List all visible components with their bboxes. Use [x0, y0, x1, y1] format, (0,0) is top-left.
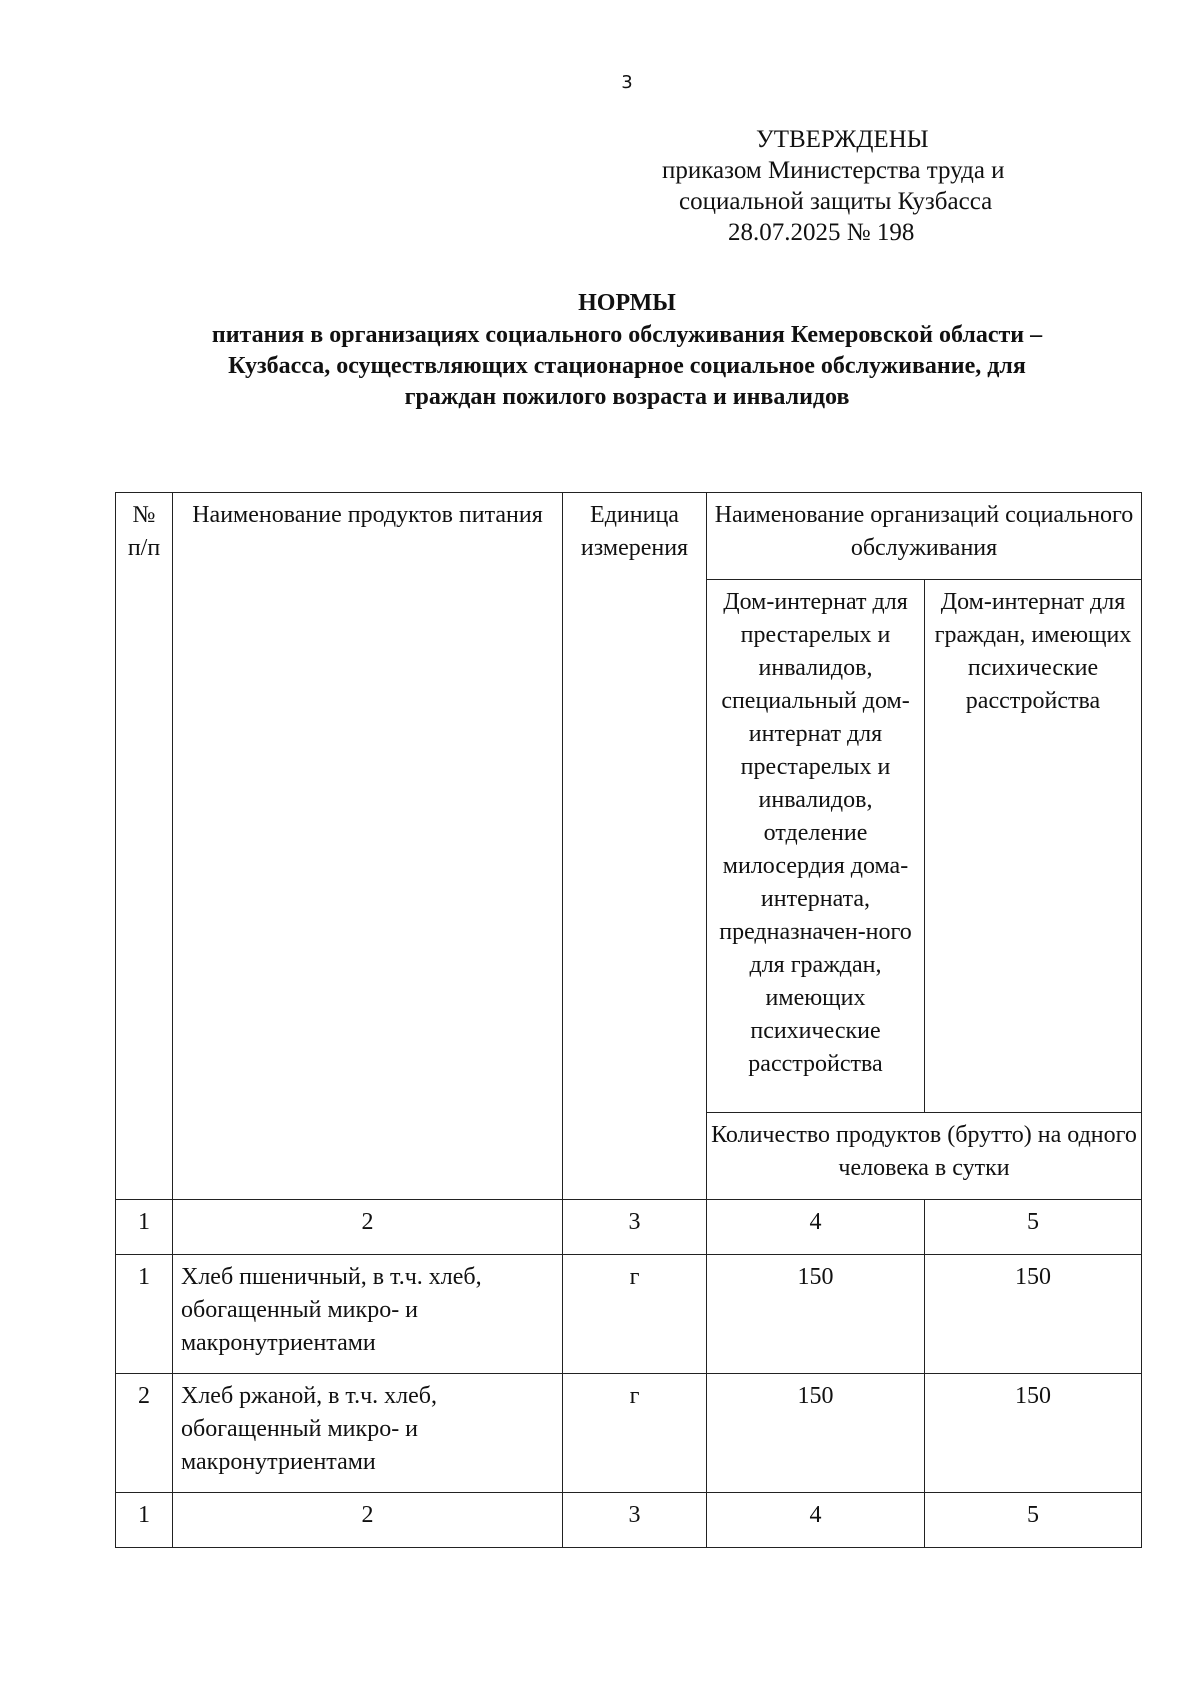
row-value-org-2: 150 [925, 1255, 1142, 1374]
index-cell: 3 [563, 1200, 707, 1255]
index-cell: 5 [925, 1493, 1142, 1548]
approval-title: УТВЕРЖДЕНЫ [756, 126, 929, 153]
index-cell: 5 [925, 1200, 1142, 1255]
header-unit: Единица измерения [563, 493, 707, 1200]
index-cell: 1 [116, 1493, 173, 1548]
index-cell: 4 [707, 1200, 925, 1255]
row-unit: г [563, 1374, 707, 1493]
approval-line-1: приказом Министерства труда и [662, 157, 1005, 184]
norms-table [115, 492, 1142, 1548]
index-cell: 3 [563, 1493, 707, 1548]
approval-line-2: социальной защиты Кузбасса [679, 188, 993, 215]
header-org-1: Дом-интернат для престарелых и инвалидов, специальный дом-интернат для престарелых и инвалидов, отделение милосердия дома-интерната, предназначен-ного для граждан, имеющих психические расстройства [707, 580, 925, 1113]
index-cell: 4 [707, 1493, 925, 1548]
approval-line-3: 28.07.2025 № 198 [728, 219, 915, 246]
document-title: НОРМЫ [578, 290, 676, 316]
row-num: 2 [116, 1374, 173, 1493]
row-value-org-1: 150 [707, 1374, 925, 1493]
row-num: 1 [116, 1255, 173, 1374]
row-product: Хлеб ржаной, в т.ч. хлеб, обогащенный микро- и макронутриентами [173, 1374, 563, 1493]
index-cell: 1 [116, 1200, 173, 1255]
page-number: 3 [621, 72, 633, 93]
document-subtitle: питания в организациях социального обслуживания Кемеровской области – Кузбасса, осуществляющих стационарное социальное обслуживание, для граждан пожилого возраста и инвалидов [211, 322, 1043, 410]
header-quantity: Количество продуктов (брутто) на одного человека в сутки [707, 1113, 1142, 1200]
index-cell: 2 [173, 1493, 563, 1548]
row-product: Хлеб пшеничный, в т.ч. хлеб, обогащенный микро- и макронутриентами [173, 1255, 563, 1374]
header-orgs: Наименование организаций социального обслуживания [707, 493, 1142, 580]
row-value-org-1: 150 [707, 1255, 925, 1374]
header-org-2: Дом-интернат для граждан, имеющих психические расстройства [925, 580, 1142, 1113]
approval-block [620, 124, 1200, 248]
table-row [116, 1374, 1142, 1493]
table-index-row-bottom [116, 1493, 1142, 1548]
index-cell: 2 [173, 1200, 563, 1255]
table-header-row [116, 493, 1142, 580]
row-value-org-2: 150 [925, 1374, 1142, 1493]
table-row [116, 1255, 1142, 1374]
table-index-row [116, 1200, 1142, 1255]
row-unit: г [563, 1255, 707, 1374]
header-num: № п/п [116, 493, 173, 1200]
header-product: Наименование продуктов питания [173, 493, 563, 1200]
